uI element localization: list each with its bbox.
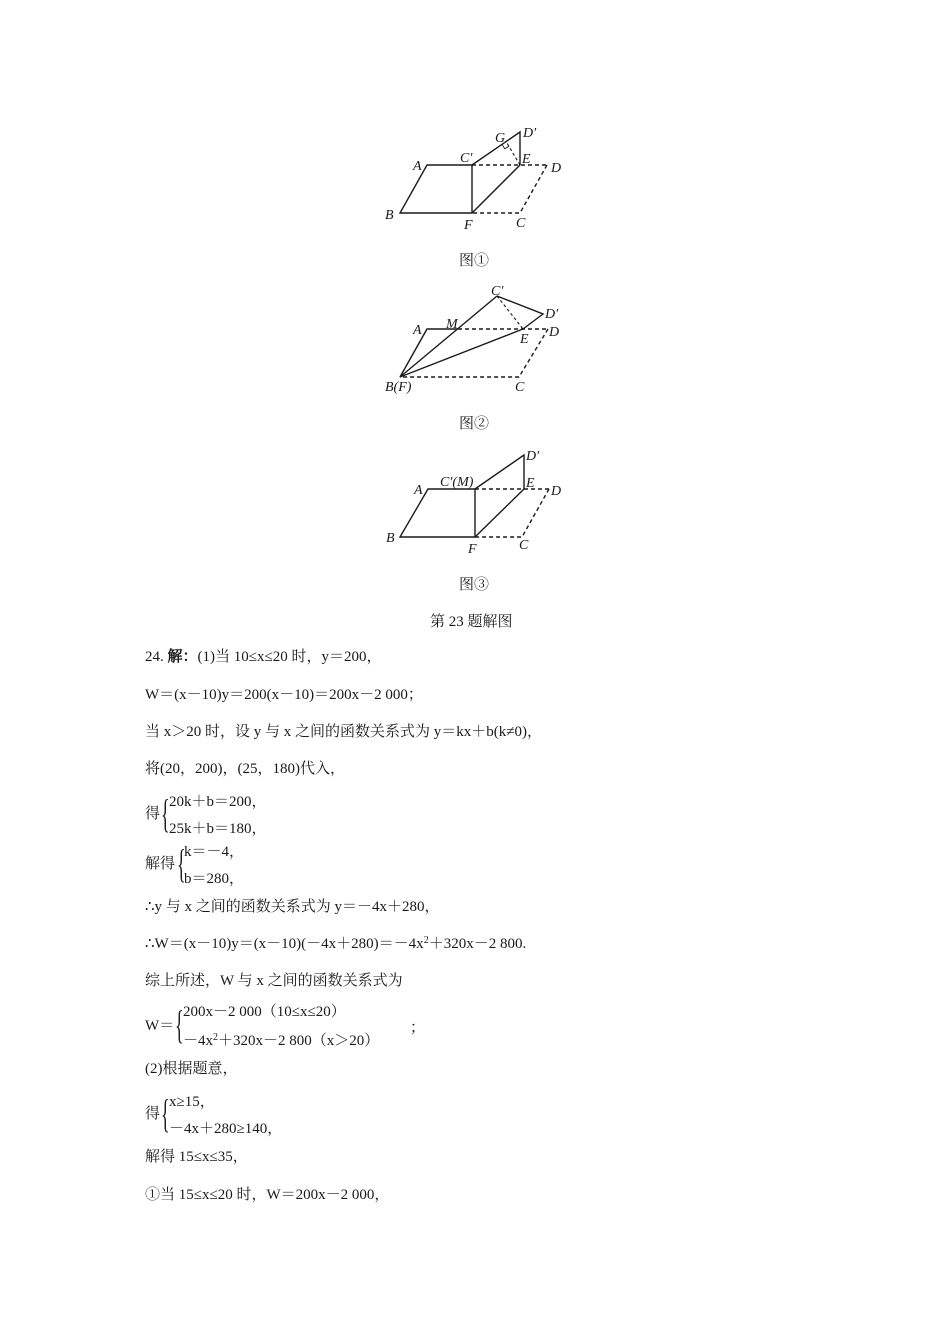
brace: { xyxy=(175,1002,184,1047)
figure-1 xyxy=(400,132,547,213)
figures-group-caption: 第 23 题解图 xyxy=(430,614,513,630)
label-M: M xyxy=(446,317,458,332)
label-D-prime: D′ xyxy=(545,307,559,322)
piecewise-function: W＝ { 200x－2 000（10≤x≤20） $-4x^2+320x-2$ 800（x＞20） ； xyxy=(145,1002,426,1049)
label-D: D xyxy=(551,161,562,176)
brace: { xyxy=(177,841,186,886)
label-E: E xyxy=(522,152,531,167)
solution-line-4: 将(20，200)，(25，180)代入， xyxy=(145,761,345,777)
label-F: F xyxy=(468,542,477,557)
label-E: E xyxy=(526,476,535,491)
solution-line-5: ∴y 与 x 之间的函数关系式为 y＝－4x＋280， xyxy=(145,899,440,915)
label-E: E xyxy=(520,332,529,347)
label-A: A xyxy=(414,483,423,498)
label-C-prime-M: C′(M) xyxy=(440,475,474,490)
label-D: D xyxy=(549,325,560,340)
label-C-prime: C′ xyxy=(460,151,473,166)
geometry-figures xyxy=(0,0,950,640)
figure-2-caption: 图② xyxy=(459,416,490,432)
solution-line-7: 综上所述，W 与 x 之间的函数关系式为 xyxy=(145,973,403,989)
figure-1-caption: 图① xyxy=(459,253,490,269)
label-B-F: B(F) xyxy=(385,380,412,395)
solution-line-2: W＝(x－10)y＝200(x－10)＝200x－2 000； xyxy=(145,687,423,703)
label-D: D xyxy=(551,484,562,499)
question-number: 24. xyxy=(145,649,164,665)
solution-line-8: (2)根据题意， xyxy=(145,1061,238,1077)
label-A: A xyxy=(413,159,422,174)
brace: { xyxy=(161,1091,170,1136)
solution-line-9: 解得 15≤x≤35， xyxy=(145,1149,248,1165)
label-B: B xyxy=(386,531,395,546)
solution-line-1: 24. 解：(1)当 10≤x≤20 时，y＝200， xyxy=(145,649,382,665)
figure-3-labels xyxy=(386,449,561,557)
label-C: C xyxy=(515,380,525,395)
label-B: B xyxy=(385,208,394,223)
label-G: G xyxy=(495,131,506,146)
solution-line-10: ①当 15≤x≤20 时，W＝200x－2 000， xyxy=(145,1187,390,1203)
solution-line-3: 当 x＞20 时，设 y 与 x 之间的函数关系式为 y＝kx＋b(k≠0)， xyxy=(145,724,542,740)
figure-2-labels xyxy=(385,284,559,395)
label-C: C xyxy=(516,216,526,231)
label-D-prime: D′ xyxy=(526,449,540,464)
solution-line-6: $\therefore W=(x-10)y=(x-10)(-4x+280)=-4x^2+320x-2$ 800. xyxy=(145,935,527,952)
figure-1-labels xyxy=(385,126,561,233)
label-A: A xyxy=(413,323,422,338)
figure-3-caption: 图③ xyxy=(459,577,490,593)
solution-heading: 解： xyxy=(167,649,198,665)
label-F: F xyxy=(464,218,473,233)
brace: { xyxy=(161,791,170,836)
label-C: C xyxy=(519,538,529,553)
label-D-prime: D′ xyxy=(523,126,537,141)
label-C-prime: C′ xyxy=(491,284,504,299)
